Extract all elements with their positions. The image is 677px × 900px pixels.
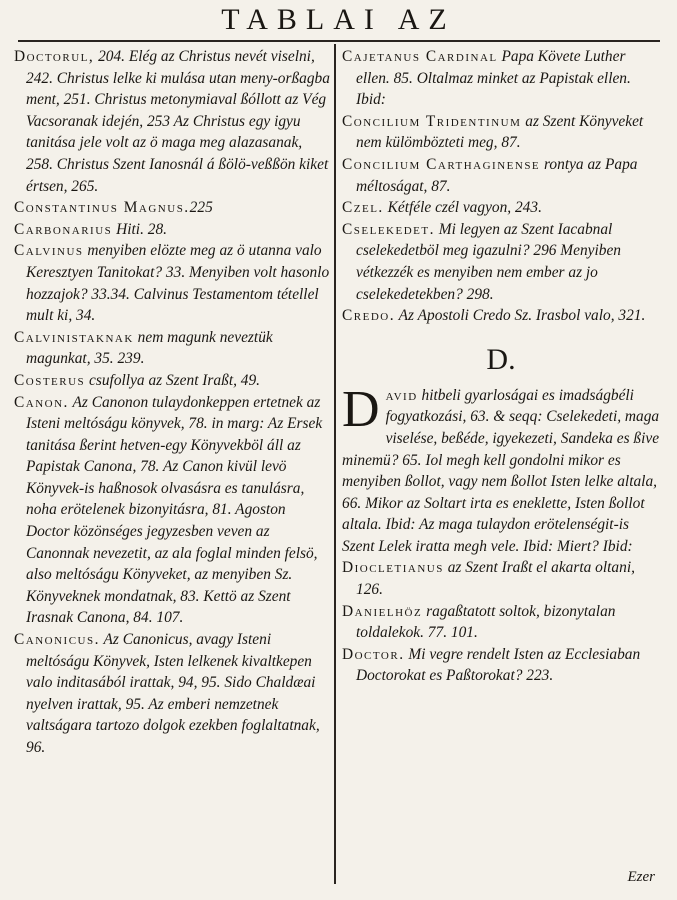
- entry-head: Carbonarius: [14, 220, 113, 238]
- index-entry: [342, 557, 660, 600]
- index-entry: [14, 327, 330, 370]
- entry-head: Concilium Tridentinum: [342, 112, 522, 130]
- index-entry: [14, 197, 330, 219]
- index-entry: [342, 111, 660, 154]
- index-entry-drop-cap: [342, 380, 660, 558]
- entry-head: Doctorul,: [14, 48, 95, 65]
- index-entry: [342, 305, 660, 327]
- entry-head: Danielhöz: [342, 602, 423, 620]
- drop-cap: D: [342, 380, 380, 438]
- entry-body: hitbeli gyarloságai es imadságbéli fogyatkozási, 63. & seqq: Cselekedeti, maga viselése, beßéde, igyekezeti, Sandeka es ßive minemü? 65. Iol megh kell gondolni mikor es menyiben ßollot, vagy nem ßollot Isten lelke altala, 66. Mikor az Soltart irta es eneklette, Isten ßollot altala. Ibid: Az maga tulaydon erötelenségit-is Szent Lelek iratta megh vele. Ibid: Miert? Ibid:: [342, 386, 660, 555]
- entry-body: rontya az Papa méltoságat, 87.: [356, 155, 638, 195]
- page-header: TABLAI AZ: [221, 3, 456, 36]
- index-entry: [14, 219, 330, 241]
- left-column: [14, 46, 330, 759]
- entry-head: Concilium Carthaginense: [342, 155, 541, 173]
- column-divider: [334, 44, 336, 884]
- entry-body: 204. Elég az Christus nevét viselni, 242. Christus lelke ki mulása utan meny-orßagba ment, 251. Christus metonymiaval ßóllott az Vég Vacsoranak idején, 253 Az Christus egy igyu tanitása jele volt az ö maga meg alazasanak, 258. Christus Szent Ianosnál á ßölö-veßßön kiket értsen, 265.: [26, 48, 330, 195]
- index-entry: [342, 197, 660, 219]
- section-letter: D.: [486, 342, 516, 376]
- entry-head: Credo.: [342, 307, 396, 325]
- entry-head: Doctor.: [342, 645, 405, 663]
- entry-body: Az Canonicus, avagy Isteni meltóságu Könyvek, Isten lelkenek kivaltkepen valo inditasából irattak, 94, 95. Sido Chaldæai nyelven irattak, 95. Az emberi nemzetnek valtságara tartozo dolgok ezekben foglaltatnak, 96.: [26, 631, 320, 756]
- entry-head: avid: [385, 386, 418, 404]
- index-entry: [342, 644, 660, 687]
- entry-body: Hiti. 28.: [116, 220, 168, 238]
- entry-body: Az Canonon tulaydonkeppen ertetnek az Isteni meltóságu könyvek, 78. in marg: Az Ersek tanitása ßerint hetven-egy Könyvekböl áll az Papistak Canona, 78. Az Canon kivül levö Könyvek-is haßnosok olvasásra es tanulásra, noha erötelenek bizonyitásra, 81. Agoston Doctor közönséges jegyzesben veven az Canonnak nevezetit, az ala foglal minden felsö, also meltóságu Könyveket, az menyiben Sz. Könyveknek mondatnak, 83. Kettö az Szent Irasnak Canona, 84. 107.: [26, 393, 323, 627]
- entry-head: Costerus: [14, 371, 86, 389]
- entry-head: Cselekedet.: [342, 220, 435, 238]
- index-entry: [14, 629, 330, 759]
- entry-body: ragaßtatott soltok, bizonytalan toldalekok. 77. 101.: [356, 602, 616, 642]
- catchword: Ezer: [627, 869, 655, 885]
- index-entry: [342, 154, 660, 197]
- header-rule: [18, 40, 660, 42]
- entry-body: az Szent Iraßt el akarta oltani, 126.: [356, 559, 635, 599]
- index-entry: [14, 46, 330, 197]
- entry-head: Constantinus Magnus.: [14, 199, 190, 217]
- index-entry: [14, 240, 330, 326]
- entry-body: menyiben elözte meg az ö utanna valo Keresztyen Tanitokat? 33. Menyiben volt hasonlo hozzajok? 33.34. Calvinus Testamentom tétellel mult ki, 34.: [26, 242, 330, 325]
- entry-head: Cajetanus Cardinal: [342, 48, 498, 65]
- index-entry: [342, 219, 660, 305]
- entry-body: Az Apostoli Credo Sz. Irasbol valo, 321.: [398, 307, 646, 325]
- index-entry: [14, 392, 330, 630]
- index-entry: [342, 46, 660, 111]
- entry-head: Czel.: [342, 199, 384, 217]
- entry-head: Calvinus: [14, 242, 84, 260]
- entry-head: Calvinistaknak: [14, 328, 134, 346]
- entry-head: Canon.: [14, 393, 69, 411]
- entry-head: Canonicus.: [14, 631, 100, 649]
- index-entry: [342, 601, 660, 644]
- index-entry: [14, 370, 330, 392]
- entry-body: Mi vegre rendelt Isten az Ecclesiaban Doctorokat es Paßtorokat? 223.: [356, 645, 641, 685]
- entry-body: csufollya az Szent Iraßt, 49.: [89, 371, 261, 389]
- entry-body: 225: [189, 199, 213, 217]
- right-column: [342, 46, 660, 687]
- entry-body: Papa Követe Luther ellen. 85. Oltalmaz minket az Papistak ellen. Ibid:: [356, 48, 631, 109]
- entry-body: Kétféle czél vagyon, 243.: [387, 199, 542, 217]
- entry-head: Diocletianus: [342, 559, 444, 577]
- entry-body: Mi legyen az Szent Iacabnal cselekedetböl meg igazulni? 296 Menyiben vétkezzék es menyiben nem ember az jo cselekedetekben? 298.: [356, 220, 621, 303]
- entry-body: nem magunk neveztük magunkat, 35. 239.: [26, 328, 273, 368]
- entry-body: az Szent Könyveket nem külömbözteti meg, 87.: [356, 112, 644, 152]
